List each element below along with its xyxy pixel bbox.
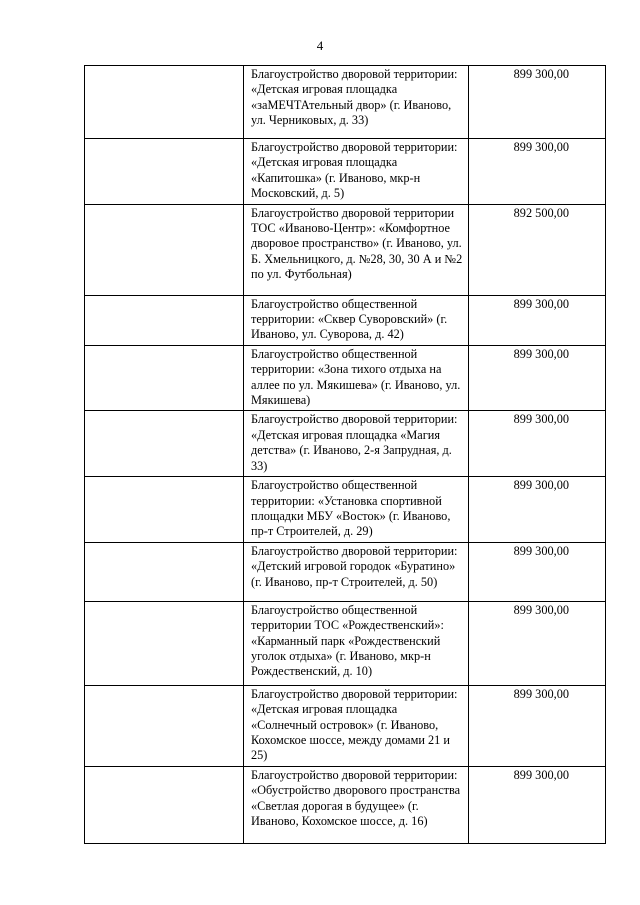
row-empty-cell	[85, 139, 244, 205]
project-description-cell	[244, 601, 469, 685]
project-description-cell	[244, 295, 469, 345]
row-empty-cell	[85, 685, 244, 766]
table-row	[85, 542, 606, 601]
projects-table	[84, 65, 606, 844]
page-number: 4	[316, 38, 324, 53]
project-amount: 899 300,00	[513, 686, 569, 701]
project-description: Благоустройство общественной территории: «Зона тихого отдыха на аллее по ул. Мякишева» (г. Иваново, ул. Мякишева)	[251, 346, 461, 408]
amount-cell	[469, 345, 606, 411]
project-amount: 899 300,00	[513, 140, 569, 154]
amount-cell	[469, 477, 606, 543]
project-amount: 899 300,00	[513, 346, 569, 361]
project-description-cell	[244, 204, 469, 295]
amount-cell	[469, 66, 606, 139]
project-description-cell	[244, 139, 469, 205]
table-row	[85, 66, 606, 139]
project-description: Благоустройство дворовой территории: «Детский игровой городок «Буратино» (г. Иваново, пр-т Строителей, д. 50)	[251, 543, 458, 589]
row-empty-cell	[85, 345, 244, 411]
amount-cell	[469, 542, 606, 601]
project-description-cell	[244, 685, 469, 766]
row-empty-cell	[85, 542, 244, 601]
project-description: Благоустройство дворовой территории ТОС «Иваново-Центр»: «Комфортное дворовое пространство» (г. Иваново, ул. Б. Хмельницкого, д. №28, 30, 30 А и №2 по ул. Футбольная)	[251, 205, 463, 282]
project-amount: 899 300,00	[513, 543, 569, 558]
project-description-cell	[244, 542, 469, 601]
amount-cell	[469, 766, 606, 843]
table-row	[85, 411, 606, 477]
amount-cell	[469, 601, 606, 685]
project-amount: 899 300,00	[513, 602, 569, 617]
project-description: Благоустройство общественной территории ТОС «Рождественский»: «Карманный парк «Рождественский уголок отдыха» (г. Иваново, мкр-н Рождественский, д. 10)	[251, 602, 444, 679]
row-empty-cell	[85, 295, 244, 345]
row-empty-cell	[85, 601, 244, 685]
table-row	[85, 601, 606, 685]
project-amount: 899 300,00	[513, 67, 569, 81]
project-description-cell	[244, 411, 469, 477]
table-row	[85, 685, 606, 766]
table-row	[85, 766, 606, 843]
project-description-cell	[244, 477, 469, 543]
project-amount: 899 300,00	[513, 767, 569, 782]
amount-cell	[469, 685, 606, 766]
project-description: Благоустройство общественной территории: «Сквер Суворовский» (г. Иваново, ул. Суворова, д. 42)	[251, 296, 448, 342]
project-description: Благоустройство дворовой территории: «Детская игровая площадка «Магия детства» (г. Иваново, 2-я Запрудная, д. 33)	[251, 412, 458, 473]
table-row	[85, 139, 606, 205]
project-description-cell	[244, 345, 469, 411]
amount-cell	[469, 295, 606, 345]
table-row	[85, 204, 606, 295]
project-description: Благоустройство дворовой территории: «Детская игровая площадка «Солнечный островок» (г. Иваново, Кохомское шоссе, между домами 21 и 25)	[251, 686, 458, 763]
project-amount: 892 500,00	[513, 205, 569, 220]
row-empty-cell	[85, 411, 244, 477]
project-description-cell	[244, 66, 469, 139]
amount-cell	[469, 204, 606, 295]
table-row	[85, 345, 606, 411]
project-description: Благоустройство дворовой территории: «Детская игровая площадка «Капитошка» (г. Иваново, мкр-н Московский, д. 5)	[251, 140, 458, 201]
table-row	[85, 295, 606, 345]
project-description: Благоустройство дворовой территории: «Детская игровая площадка «заМЕЧТАтельный двор» (г. Иваново, ул. Черниковых, д. 33)	[251, 67, 458, 128]
row-empty-cell	[85, 766, 244, 843]
project-amount: 899 300,00	[513, 296, 569, 311]
project-amount: 899 300,00	[513, 412, 569, 427]
project-amount: 899 300,00	[513, 478, 569, 493]
table-row	[85, 477, 606, 543]
project-description: Благоустройство общественной территории: «Установка спортивной площадки МБУ «Восток» (г. Иваново, пр-т Строителей, д. 29)	[251, 478, 451, 539]
amount-cell	[469, 139, 606, 205]
project-description-cell	[244, 766, 469, 843]
row-empty-cell	[85, 477, 244, 543]
amount-cell	[469, 411, 606, 477]
row-empty-cell	[85, 66, 244, 139]
project-description: Благоустройство дворовой территории: «Обустройство дворового пространства «Светлая дорогая в будущее» (г. Иваново, Кохомское шоссе, д. 16)	[251, 767, 461, 828]
row-empty-cell	[85, 204, 244, 295]
